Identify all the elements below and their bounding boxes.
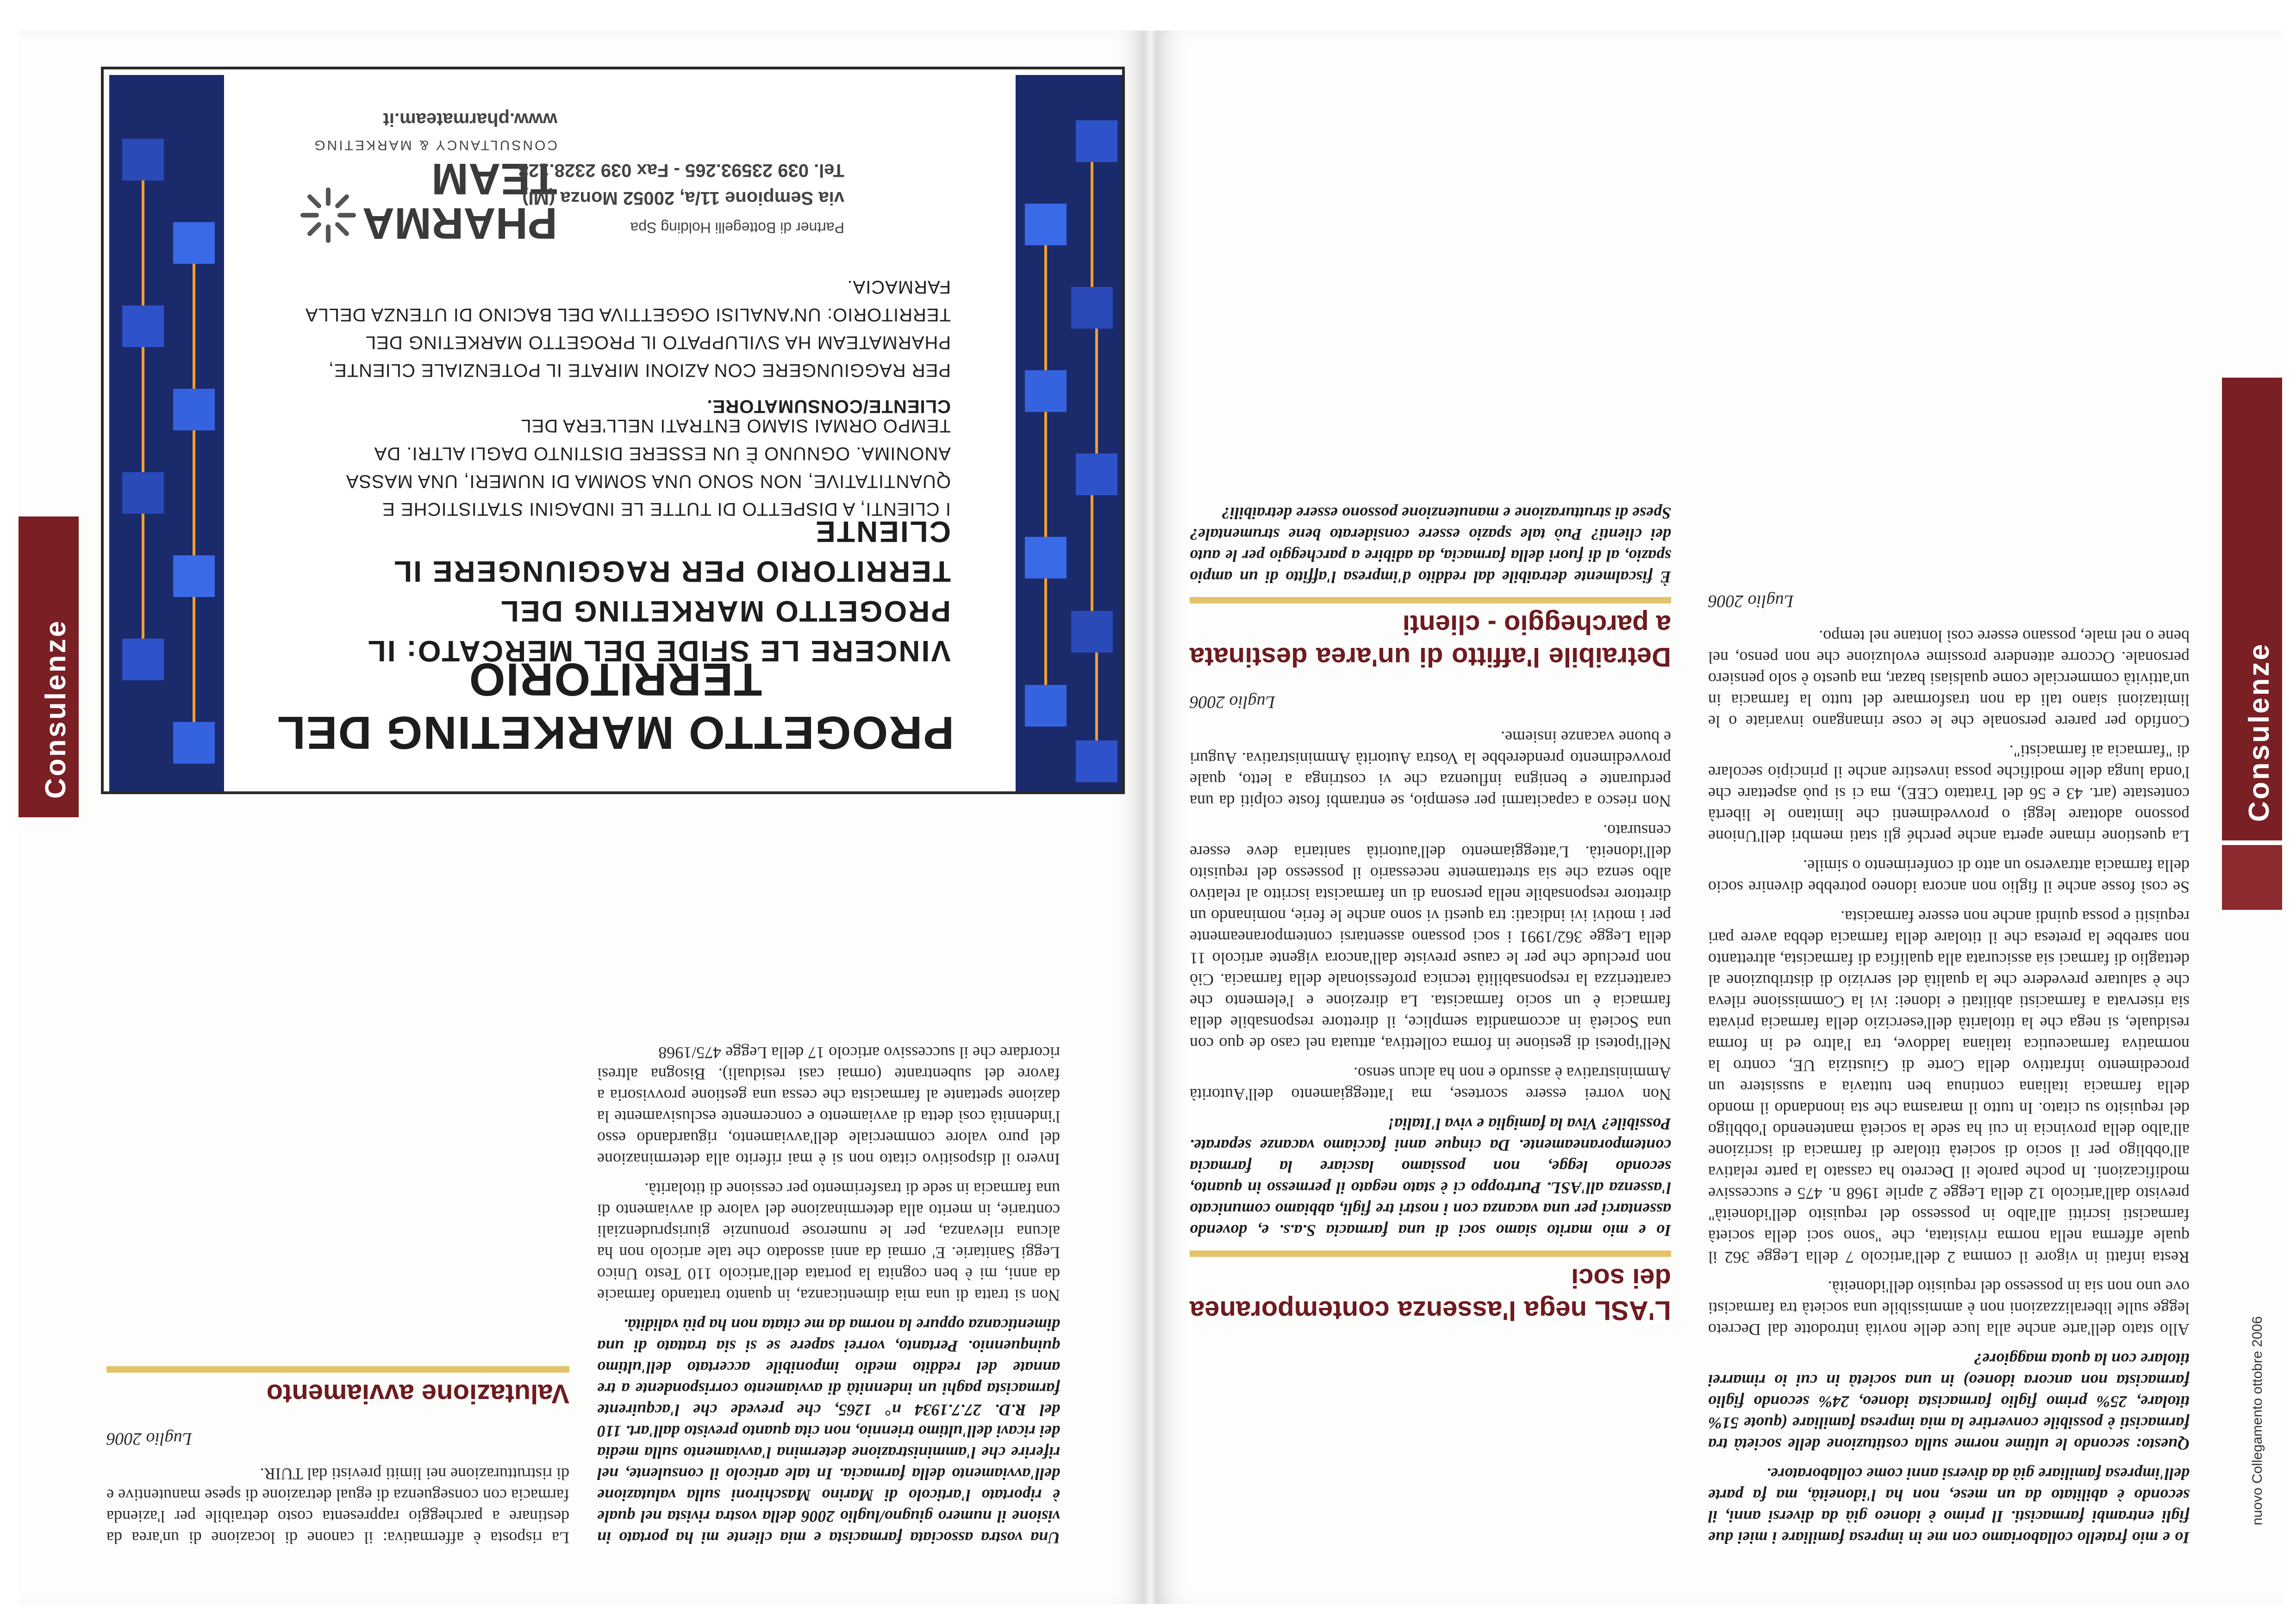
section-tab-consulenze	[2222, 378, 2282, 840]
article-3-intro: È fiscalmente detraibile dal reddito d'impresa l'affitto di un ampio spazio, al di fuori della farmacia, da adibire a parcheggio per le auto dei clienti? Può tale spazio essere considerato bene strumentale? Spese di strutturazione e manutenzione possono essere detraibili?	[1190, 504, 1671, 586]
article-1-para-4: La questione rimane aperta anche perché gli stati membri dell'Unione possono adottare leggi o provvedimenti che limitano le libertà contestate (art. 43 e 56 del Trattato CEE), ma ci si può aspettare che l'onda lunga delle modifiche possa investire anche il principio secolare di "farmacia ai farmacisti".	[1708, 742, 2190, 846]
phone-text: Tel. 039 23593.265 - Fax 039 2328.128	[518, 160, 844, 180]
article-2-question: Io e mio marito siamo soci di una farmacia S.a.s. e, dovendo assentarci per una vacanza con i nostri tre figli, abbiamo comunicato l'assenza all'ASL. Purtroppo ci è stato negato il permesso in quanto, secondo legge, non possiamo lasciare la farmacia contemporaneamente. Da cinque anni facciamo vacanze separate. Possibile? Viva la famiglia e viva l'Italia!	[1190, 1115, 1671, 1240]
article-1-column	[1708, 572, 2190, 1548]
section-tab-consulenze-2	[19, 516, 79, 817]
article-3-rule	[1190, 597, 1671, 603]
ad-paragraph-1: I CLIENTI, A DISPETTO DI TUTTE LE INDAGINI STATISTICHE E QUANTITATIVE, NON SONO UNA SOMMA DI NUMERI, UNA MASSA ANONIMA. OGNUNO È UN ESSERE DISTINTO DAGLI ALTRI. DA TEMPO ORMAI SIAMO ENTRATI NELL'ERA DEL	[346, 416, 951, 519]
address-text: via Sempione 11/a, 20052 Monza (MI)	[522, 188, 844, 208]
article-4-column	[597, 1034, 1060, 1548]
article-1-para-5: Confido per parere personale che le cose rimangano invariate o le limitazioni siano tali da non trasformare del tutto la farmacia in un'attività commerciale come qualsiasi bazar, ma questo è solo pensiero personale. Occorre attendere prossime evoluzione che non penso, nel bene o nel male, possano essere così lontane nel tempo.	[1708, 627, 2190, 731]
section-ornament	[2222, 845, 2282, 910]
article-1-para-1: Allo stato dell'arte anche alla luce delle novità introdotte dal Decreto legge sulle liberalizzazioni non è ammissibile una società tra farmacisti ove uno non sia in possesso del requisito dell'idoneità.	[1708, 1278, 2190, 1339]
logo-subtitle: CONSULTANCY & MARKETING	[312, 137, 557, 153]
article-4-para-1: Non si tratta di una mia dimenticanza, in quanto trattando farmacie da anni, mi è ben cognita la portata dell'articolo 110 Testo Unico Leggi Sanitarie. E' ormai da anni assodato che tale articolo non ha alcuna rilevanza, per le numerose pronunzie giurisprudenziali contrarie, in merito alla determinazione del valore di avviamento di una farmacia in sede di trasferimento per cessione di titolarità.	[597, 1180, 1060, 1305]
article-1-date: Luglio 2006	[1708, 591, 1794, 611]
circuit-graphic-right	[109, 75, 224, 791]
logo-web: www.pharmateam.it	[383, 109, 557, 130]
article-4-question: Una vostra associata farmacista e mia cliente mi ha portato in visione il numero giugno/luglio 2006 della vostra rivista nel quale è riportato l'articolo di Marino Maschironi sulla valutazione dell'avviamento della farmacia. In tale articolo il consulente, nel riferire che l'amministrazione determina l'avviamento sulla media dei ricavi dell'ultimo triennio, non cita quanto previsto dall'art. 110 del R.D. 27.7.1934 n° 1265, che prevede che l'acquirente farmacista paghi un indennità di avviamento corrispondente a tre annate del reddito medio imponibile accertato dell'ultimo quinquennio. Pertanto, vorrei sapere se si sia trattato di una dimenticanza oppure la norma da me citata non ha più validità.	[597, 1316, 1060, 1547]
page-57	[19, 31, 1143, 1604]
ad-paragraph-2: PER RAGGIUNGERE CON AZIONI MIRATE IL POTENZIALE CLIENTE, PHARMATEAM HA SVILUPPATO IL PROGETTO MARKETING DEL TERRITORIO: UN'ANALISI OGGETTIVA DEL BACINO DI UTENZA DELLA FARMACIA.	[306, 277, 951, 380]
article-2-para-1: Non vorrei essere scortese, ma l'atteggiamento dell'Autorità Amministrativa è assurdo e non ha alcun senso.	[1190, 1064, 1671, 1104]
circuit-graphic-left	[1016, 75, 1122, 791]
article-3-date: Luglio 2006	[106, 1429, 192, 1449]
section-label-2: Consulenze	[40, 619, 72, 799]
article-2-para-3: Non riesco a capacitarmi per esempio, se entrambi foste colpiti da una perdurante e benigna influenza che vi costringa a letto, quale provvedimento prenderebbe la Vostra Autorità Amministrativa. Auguri e buone vacanze insieme.	[1190, 728, 1671, 810]
pharmateam-advert	[101, 67, 1125, 794]
article-4-title: Valutazione avviamento	[266, 1379, 569, 1409]
article-4-para-2: Invero il dispositivo citato non si è mai riferito alla determinazione del puro valore commerciale dell'avviamento, riguardando esso l'indennità così detta di avviamento e concernente esclusivamente la dazione spettante al farmacista che cessa una gestione provvisoria a favore del subentrante (ormai casi residuali). Bisogna altresì ricordare che il successivo articolo 17 della Legge 475/1968	[597, 1044, 1060, 1169]
logo-burst-icon	[298, 185, 358, 245]
logo-name: PHARMA TEAM	[364, 154, 557, 248]
article-4-rule	[106, 1366, 569, 1373]
article-1-para-3: Se così fosse anche il figlio non ancora idoneo potrebbe divenire socio della farmacia attraverso un atto di conferimento o simile.	[1708, 857, 2190, 896]
ad-paragraph-emph: CLIENTE/CONSUMATORE.	[706, 396, 951, 417]
circuit-pattern-2	[109, 75, 224, 791]
article-3-para-1: La risposta è affermativa: il canone di locazione di un'area da destinare a parcheggio rappresenta costo detraibile per l'azienda farmacia con conseguenza di egual detrazione di spese manutentive e di ristrutturazione nei limiti previsti dal TUIR.	[106, 1465, 569, 1547]
article-2-para-2: Nell'ipotesi di gestione in forma collettiva, attuata nel caso de quo con una Società in accomandita semplice, il direttore responsabile della farmacia è un socio farmacista. La direzione e l'elemento che caratterizza la responsabilità tecnica professionale della farmacia. Ciò non preclude che per le cause previste dall'ancora vigente articolo 11 della Legge 362/1991 i soci possano assentarsi contemporaneamente per i motivi ivi indicati: tra questi vi sono anche le ferie, nominando un direttore responsabile nella persona di un farmacista iscritto al relativo albo senza che sia strettamente necessario il possesso del requisito dell'idoneità. L'atteggiamento dell'autorità sanitaria deve essere censurato.	[1190, 821, 1671, 1053]
article-1-question: Io e mio fratello collaboriamo con me in impresa familiare i miei due figli entrambi farmacisti. Il primo è idoneo già da diversi anni, il secondo è abilitato da un mese, non ha l'idoneità, ma fa parte dell'impresa familiare già da diversi anni come collaboratore.	[1708, 1465, 2190, 1547]
circuit-pattern	[1016, 75, 1122, 791]
article-1-question-2: Questo: secondo le ultime norme sulla costituzione delle società tra farmacisti è possibile convertire la mia impresa familiare (quote 51% titolare, 25% primo figlio farmacista idoneo, 24% secondo figlio farmacista non ancora idoneo) in una società in cui io rimarrei titolare con la quota maggiore?	[1708, 1350, 2190, 1454]
journal-header: nuovo Collegamento ottobre 2006	[2250, 1316, 2265, 1525]
ad-title: PROGETTO MARKETING DEL TERRITORIO	[276, 653, 955, 759]
partner-text: Partner di Bottegelli Holding Spa	[630, 219, 844, 236]
article-3-title: Detraibile l'affitto di un'area destinata a parcheggio - clienti	[1190, 609, 1671, 672]
article-2-date: Luglio 2006	[1190, 692, 1275, 712]
ad-subtitle: VINCERE LE SFIDE DEL MERCATO: IL PROGETTO MARKETING DEL TERRITORIO PER RAGGIUNGERE IL CLIENTE	[367, 515, 951, 668]
article-2-title: L'ASL nega l'assenza contemporanea dei soci	[1190, 1263, 1671, 1325]
article-2-rule	[1190, 1250, 1671, 1257]
article-2-column	[1190, 494, 1671, 1548]
page-56	[1157, 31, 2282, 1604]
pharmateam-logo	[289, 111, 844, 259]
article-3-column	[106, 1357, 569, 1548]
section-label: Consulenze	[2243, 642, 2275, 822]
article-1-para-2: Resta infatti in vigore il comma 2 dell'articolo 7 della Legge 362 il quale afferma nella norma rivisitata, che "sono soci della società farmacisti iscritti all'albo in possesso del requisito dell'idoneità" previsto dall'articolo 12 della Legge 2 aprile 1968 n. 475 e successive modificazioni. In poche parole il Decreto ha cassato la parte relativa all'obbligo per il socio di società titolare di farmacia di iscrizione all'albo della provincia in cui ha sede la società mantenendo l'obbligo del requisito su citato. In tutto il marasma che sta inondando il mondo della farmacia italiana continua ben tuttavia a sussistere un procedimento infrattivo della Corte di Giustizia UE, contro la normativa farmaceutica italiana laddove, tra l'altro ed in forma residuale, si nega che la titolarità dell'esercizio della farmacia privata sia riservata a farmacisti abilitati e idonei: ivi la Commissione rileva che è salutare prevedere che la qualità del servizio di distribuzione al dettaglio di farmaci sia assicurata alla qualifica di farmacista, altrettanto non sarebbe la pretesa che il titolare della farmacia debba avere pari requisiti e possa quindi anche non essere farmacista.	[1708, 908, 2190, 1267]
spine-gutter	[1143, 31, 1157, 1604]
